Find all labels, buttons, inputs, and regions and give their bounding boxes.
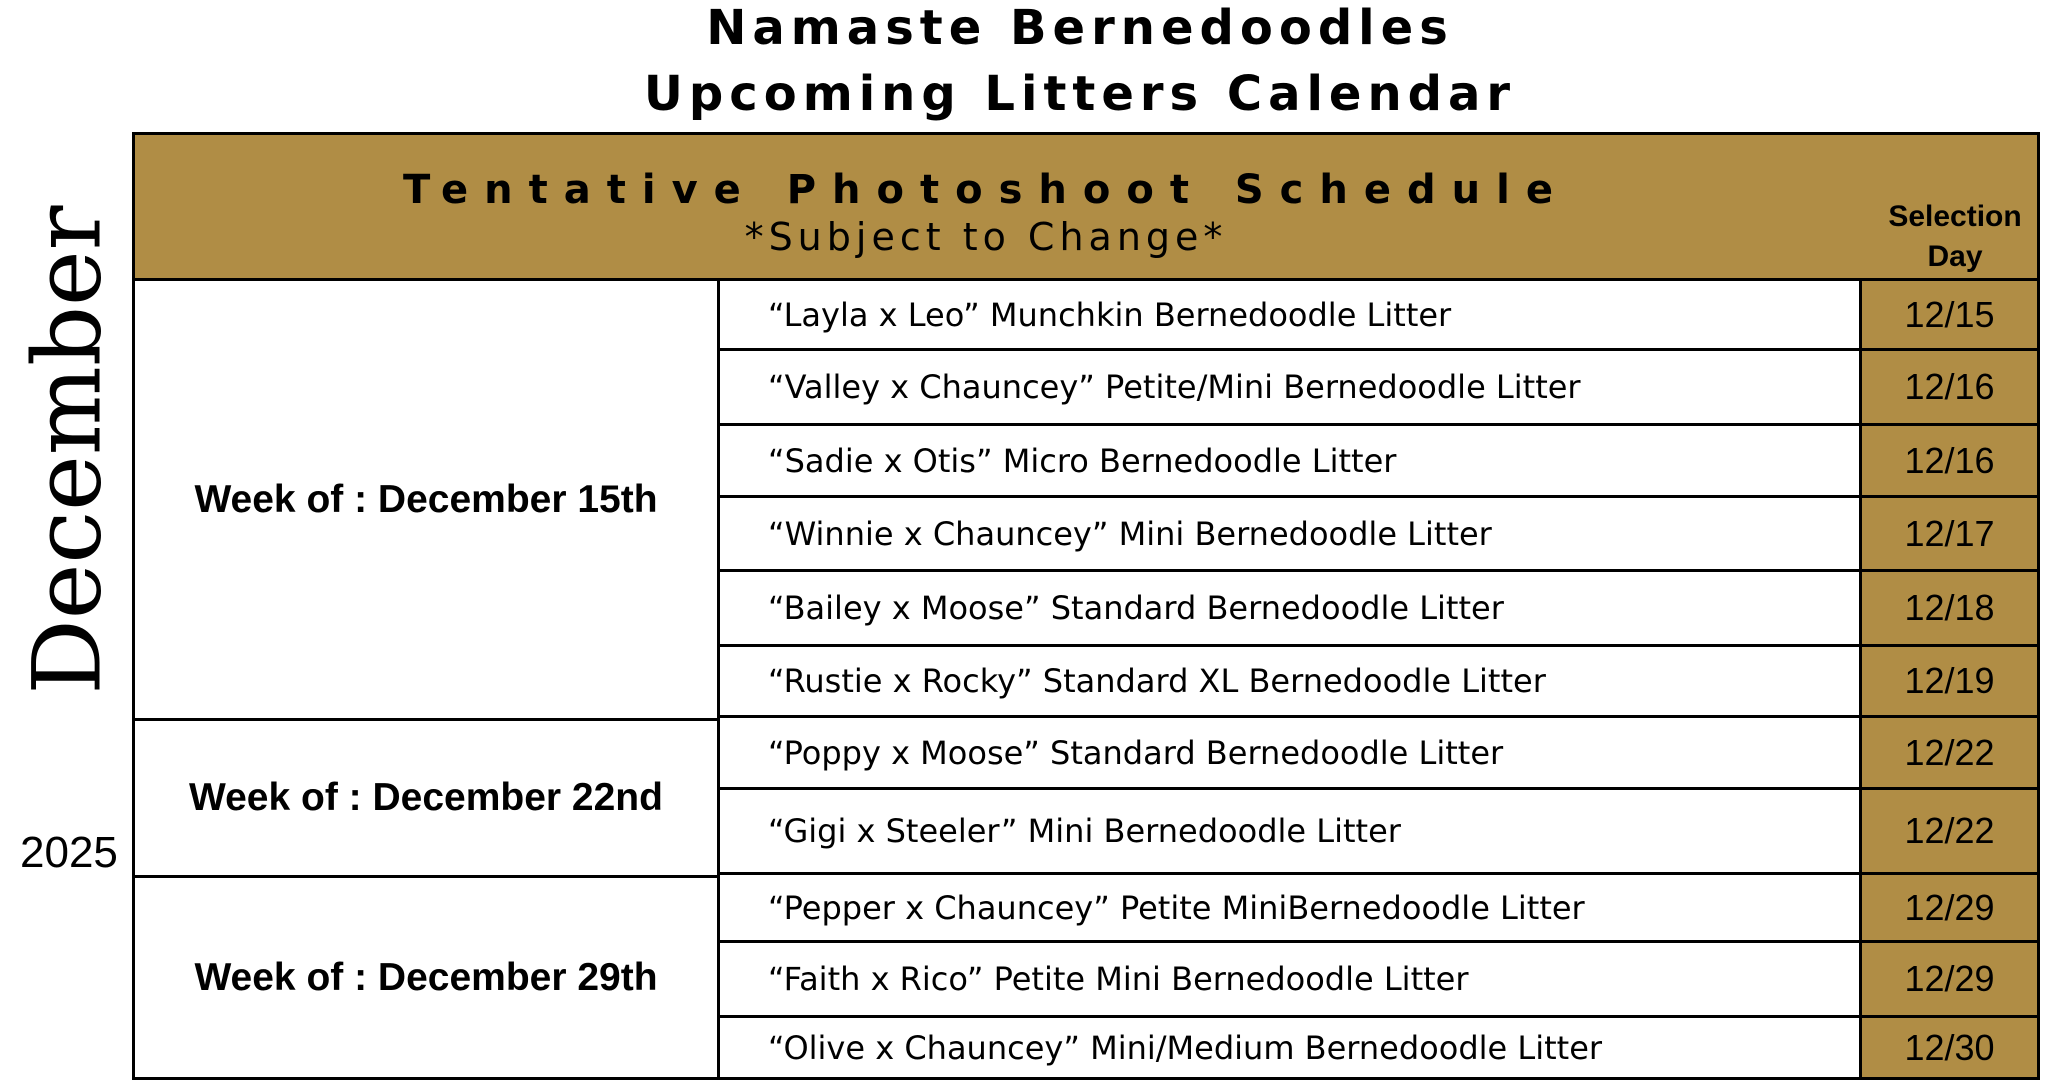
litter-name: “Faith x Rico” Petite Mini Bernedoodle Litter bbox=[720, 943, 1859, 1018]
schedule-note: *Subject to Change* bbox=[744, 215, 1228, 259]
selection-day: 12/17 bbox=[1859, 498, 2037, 572]
litter-calendar-table bbox=[132, 132, 2040, 1080]
calendar-subtitle: Upcoming Litters Calendar bbox=[643, 66, 1517, 122]
selection-day: 12/19 bbox=[1859, 647, 2037, 718]
selection-day: 12/29 bbox=[1859, 943, 2037, 1018]
selection-day: 12/18 bbox=[1859, 572, 2037, 647]
week-label: Week of : December 15th bbox=[135, 281, 720, 718]
schedule-title: Tentative Photoshoot Schedule bbox=[403, 167, 1569, 213]
litter-name: “Valley x Chauncey” Petite/Mini Bernedoodle Litter bbox=[720, 351, 1859, 426]
litter-name: “Sadie x Otis” Micro Bernedoodle Litter bbox=[720, 426, 1859, 498]
litter-name: “Olive x Chauncey” Mini/Medium Bernedoodle Litter bbox=[768, 1028, 1603, 1067]
litter-name: “Poppy x Moose” Standard Bernedoodle Litter bbox=[720, 718, 1859, 790]
litter-name: “Winnie x Chauncey” Mini Bernedoodle Litter bbox=[720, 498, 1859, 572]
selection-day: 12/22 bbox=[1859, 790, 2037, 875]
selection-day-header: Selection Day bbox=[1888, 200, 2022, 273]
week-label: Week of : December 29th bbox=[135, 878, 720, 1077]
litter-name: “Pepper x Chauncey” Petite MiniBernedoodle Litter bbox=[720, 875, 1859, 943]
calendar-title: Namaste Bernedoodles bbox=[706, 0, 1454, 56]
week-label: Week of : December 22nd bbox=[135, 721, 720, 875]
selection-day: 12/16 bbox=[1859, 351, 2037, 426]
selection-day: 12/15 bbox=[1859, 281, 2037, 351]
table-header bbox=[135, 135, 2037, 281]
month-label: December bbox=[13, 205, 123, 695]
selection-day: 12/22 bbox=[1859, 718, 2037, 790]
litter-name: “Rustie x Rocky” Standard XL Bernedoodle Litter bbox=[720, 647, 1859, 718]
litter-name: “Gigi x Steeler” Mini Bernedoodle Litter bbox=[720, 790, 1859, 875]
selection-day: 12/29 bbox=[1859, 875, 2037, 943]
litter-name: “Bailey x Moose” Standard Bernedoodle Litter bbox=[720, 572, 1859, 647]
litter-name: “Layla x Leo” Munchkin Bernedoodle Litter bbox=[720, 281, 1859, 351]
selection-day: 12/30 bbox=[1859, 1018, 2037, 1077]
selection-day: 12/16 bbox=[1859, 426, 2037, 498]
year-label: 2025 bbox=[20, 828, 118, 877]
